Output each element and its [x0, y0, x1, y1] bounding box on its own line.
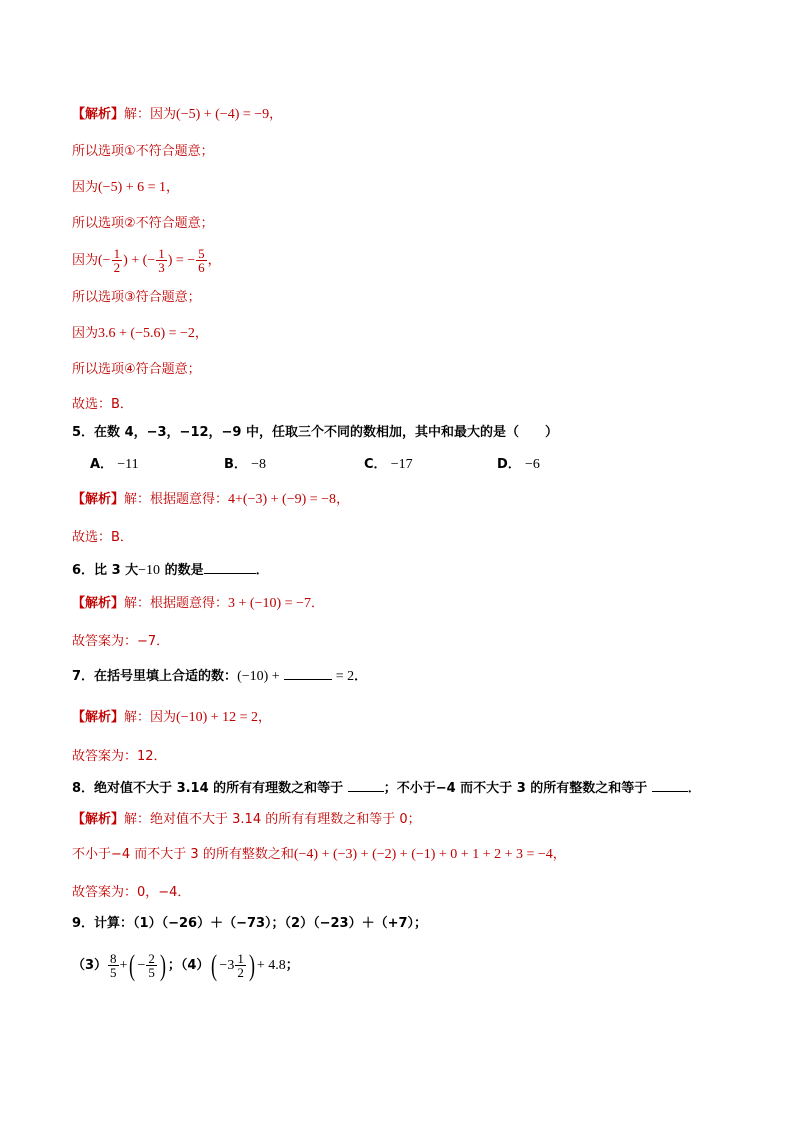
jiexi-line: 【解析】解：因为(−5) + (−4) = −9， [72, 107, 283, 122]
right-paren: ) [248, 948, 255, 982]
fraction: $\frac{1}{2}$ [237, 951, 244, 980]
question-7: 7．在括号里填上合适的数：(−10) + = 2． [72, 669, 368, 684]
fraction: $\frac{1}{2}$ [113, 246, 121, 275]
solution-text: 所以选项③符合题意； [72, 290, 201, 305]
solution-text: 所以选项②不符合题意； [72, 216, 214, 231]
answer-blank [652, 779, 688, 792]
question-8: 8．绝对值不大于 3.14 的所有有理数之和等于 ；不小于−4 而不大于 3 的所有整数之和等于 ． [72, 781, 701, 796]
fraction: $\frac{5}{6}$ [198, 246, 205, 275]
answer-blank [204, 561, 256, 574]
question-9: 9．计算：（1）（−26）＋（−73）；（2）（−23）＋（+7）； [72, 916, 428, 931]
answer-text: 故答案为：−7． [72, 634, 170, 649]
solution-fraction-equation: 因为(− $\frac{1}{2}$ ) + (− $\frac{1}{3}$ ) = − $\frac{5}{6}$ ， [72, 246, 221, 275]
jiexi-line: 【解析】解：根据题意得：3 + (−10) = −7． [72, 596, 324, 611]
answer-text: 故答案为：12． [72, 749, 167, 764]
solution-text: 所以选项①不符合题意； [72, 144, 214, 159]
option-b: B． −8 [224, 457, 266, 472]
option-d: D． −6 [497, 457, 540, 472]
jiexi-label: 【解析】 [72, 107, 125, 122]
fraction: $\frac{8}{5}$ [110, 951, 117, 980]
answer-text: 故答案为：0，−4． [72, 885, 191, 900]
question-9-parts: （3） $\frac{8}{5}$ +( − $\frac{2}{5}$ ) ；（4）( −3 $\frac{1}{2}$ ) + 4.8； [72, 948, 299, 982]
jiexi-line: 【解析】解：因为(−10) + 12 = 2， [72, 710, 272, 725]
option-a: A． −11 [90, 457, 139, 472]
answer-blank [348, 779, 384, 792]
jiexi-label: 【解析】 [72, 596, 125, 611]
solution-equation: 不小于−4 而不大于 3 的所有整数之和(−4) + (−3) + (−2) + (−1) + 0 + 1 + 2 + 3 = −4， [72, 847, 566, 862]
left-paren: ( [211, 948, 218, 982]
jiexi-line: 【解析】解：绝对值不大于 3.14 的所有有理数之和等于 0； [72, 812, 421, 827]
fraction: $\frac{1}{3}$ [158, 246, 165, 275]
answer-text: 故选：B． [72, 530, 133, 545]
jiexi-label: 【解析】 [72, 710, 125, 725]
question-5: 5．在数 4，−3，−12，−9 中，任取三个不同的数相加，其中和最大的是（ ） [72, 425, 559, 440]
jiexi-line: 【解析】解：根据题意得：4+(−3) + (−9) = −8， [72, 492, 350, 507]
left-paren: ( [129, 948, 136, 982]
right-paren: ) [159, 948, 166, 982]
solution-equation: 因为3.6 + (−5.6) = −2， [72, 326, 208, 341]
answer-text: 故选：B． [72, 397, 133, 412]
fraction: $\frac{2}{5}$ [148, 951, 155, 980]
jiexi-label: 【解析】 [72, 812, 125, 827]
solution-text: 所以选项④符合题意； [72, 362, 201, 377]
answer-blank [284, 667, 332, 680]
jiexi-label: 【解析】 [72, 492, 125, 507]
question-6: 6．比 3 大−10 的数是 ． [72, 563, 269, 578]
option-c: C． −17 [364, 457, 413, 472]
solution-equation: 因为(−5) + 6 = 1， [72, 180, 180, 195]
